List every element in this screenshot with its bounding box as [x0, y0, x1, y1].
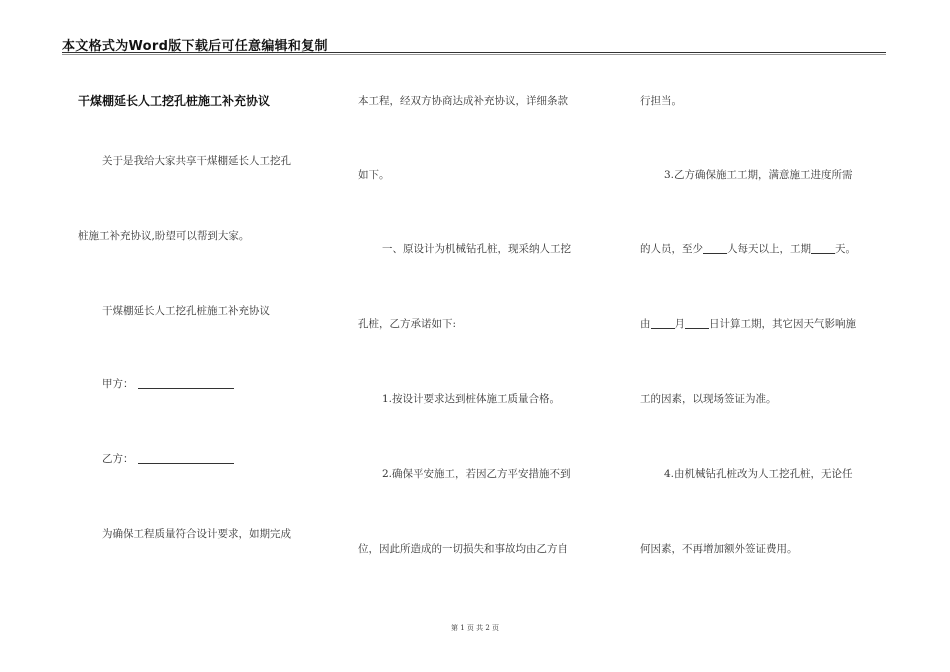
subtitle-line: 干煤棚延长人工挖孔桩施工补充协议	[102, 305, 270, 317]
clause-item-4: 4.由机械钻孔桩改为人工挖孔桩，无论任	[664, 468, 853, 480]
staffing-line	[640, 242, 856, 256]
paragraph-line: 关于是我给大家共享干煤棚延长人工挖孔	[102, 155, 291, 167]
start-date-line	[640, 317, 856, 331]
start-date-text-b: 月	[674, 318, 685, 330]
page-number-footer: 第 1 页 共 2 页	[450, 624, 500, 632]
paragraph-line: 为确保工程质量符合设计要求，如期完成	[102, 528, 291, 540]
staffing-blank-days	[811, 242, 835, 254]
staffing-text-b: 人每天以上，工期	[727, 243, 811, 255]
start-date-blank-month	[651, 317, 675, 329]
party-b-blank	[138, 452, 234, 464]
paragraph-line: 工的因素，以现场签证为准。	[640, 393, 777, 405]
paragraph-line: 一、原设计为机械钻孔桩，现采纳人工挖	[382, 243, 571, 255]
header-divider	[62, 52, 886, 53]
clause-item-3: 3.乙方确保施工工期，满意施工进度所需	[664, 169, 853, 181]
staffing-text-a: 的人员，至少	[640, 243, 703, 255]
paragraph-line: 桩施工补充协议,盼望可以帮到大家。	[78, 230, 250, 242]
party-b-label: 乙方：	[102, 453, 134, 465]
paragraph-line: 本工程，经双方协商达成补充协议，详细条款	[358, 95, 568, 107]
party-a-line	[102, 377, 234, 391]
staffing-blank-count	[703, 242, 727, 254]
party-a-label: 甲方：	[102, 378, 134, 390]
start-date-text-c: 日计算工期，其它因天气影响施	[709, 318, 856, 330]
party-a-blank	[138, 377, 234, 389]
paragraph-line: 何因素，不再增加额外签证费用。	[640, 543, 798, 555]
paragraph-line: 行担当。	[640, 95, 682, 107]
clause-item-1: 1.按设计要求达到桩体施工质量合格。	[382, 393, 561, 405]
document-header-title: 本文格式为Word版下载后可任意编辑和复制	[62, 39, 328, 54]
document-title: 干煤棚延长人工挖孔桩施工补充协议	[78, 94, 271, 108]
party-b-line	[102, 452, 234, 466]
start-date-text-a: 由	[640, 318, 651, 330]
paragraph-line: 孔桩，乙方承诺如下:	[358, 318, 457, 330]
paragraph-line: 位，因此所造成的一切损失和事故均由乙方自	[358, 543, 568, 555]
header-divider-secondary	[62, 54, 886, 55]
staffing-text-c: 天。	[835, 243, 856, 255]
clause-item-2: 2.确保平安施工，若因乙方平安措施不到	[382, 468, 571, 480]
paragraph-line: 如下。	[358, 169, 390, 181]
start-date-blank-day	[685, 317, 709, 329]
